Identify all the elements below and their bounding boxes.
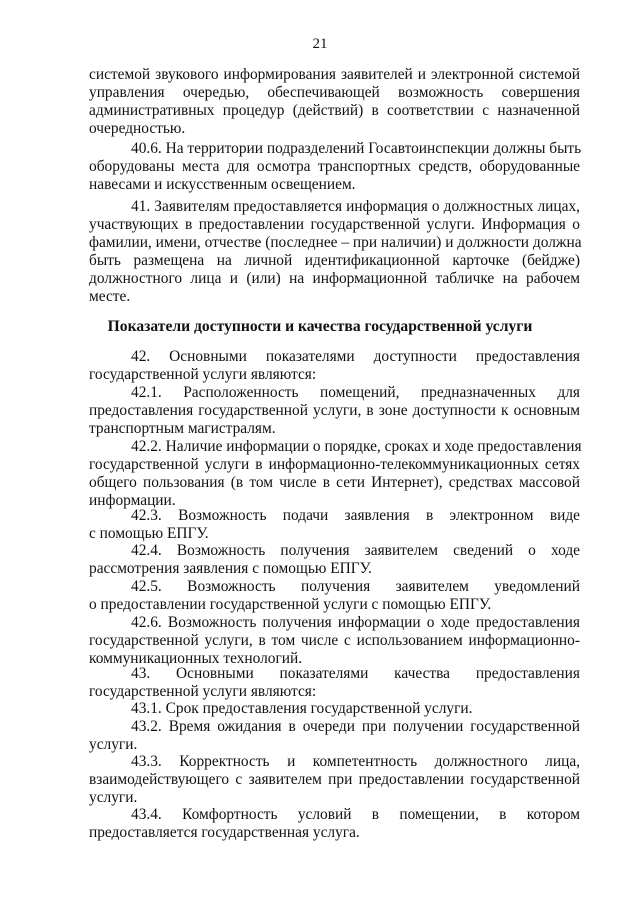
text-line: 42.4. Возможность получения заявителем сведений о ходе: [131, 542, 580, 559]
text-line: административных процедур (действий) в соответствии с назначенной: [89, 102, 580, 119]
text-line: 41. Заявителям предоставляется информация о должностных лицах,: [131, 198, 580, 215]
page-number: 21: [312, 36, 328, 52]
text-line: 43. Основными показателями качества предоставления: [131, 665, 580, 682]
text-line: услуги.: [89, 789, 138, 806]
text-line: 42.3. Возможность подачи заявления в электронном виде: [131, 507, 580, 524]
text-line: 42. Основными показателями доступности предоставления: [131, 348, 580, 365]
text-line: о предоставлении государственной услуги с помощью ЕПГУ.: [89, 596, 492, 613]
text-line: 40.6. На территории подразделений Госавтоинспекции должны быть: [131, 140, 582, 157]
section-heading: Показатели доступности и качества государственной услуги: [107, 318, 533, 335]
text-line: 43.4. Комфортность условий в помещении, в котором: [131, 806, 580, 823]
text-line: предоставляется государственная услуга.: [89, 824, 360, 841]
text-line: 42.1. Расположенность помещений, предназначенных для: [131, 384, 580, 401]
text-line: управления очередью, обеспечивающей возможность совершения: [89, 84, 580, 101]
text-line: с помощью ЕПГУ.: [89, 525, 209, 542]
text-line: информации.: [89, 492, 176, 509]
text-line: фамилии, имени, отчестве (последнее – при наличии) и должности должна: [89, 234, 582, 251]
text-line: коммуникационных технологий.: [89, 650, 303, 667]
text-line: общего пользования (в том числе в сети Интернет), средствах массовой: [89, 474, 580, 491]
text-line: должностного лица и (или) на информационной табличке на рабочем: [89, 270, 580, 287]
text-line: 43.1. Срок предоставления государственной услуги.: [131, 700, 473, 717]
text-line: транспортным магистралям.: [89, 420, 276, 437]
text-line: навесами и искусственным освещением.: [89, 176, 356, 193]
text-line: системой звукового информирования заявителей и электронной системой: [89, 66, 580, 83]
text-line: 42.2. Наличие информации о порядке, сроках и ходе предоставления: [131, 438, 582, 455]
text-line: месте.: [89, 288, 131, 305]
text-line: 43.2. Время ожидания в очереди при получении государственной: [131, 718, 580, 735]
text-line: 43.3. Корректность и компетентность должностного лица,: [131, 753, 580, 770]
text-line: услуги.: [89, 736, 138, 753]
text-line: предоставления государственной услуги, в зоне доступности к основным: [89, 402, 580, 419]
text-line: участвующих в предоставлении государственной услуги. Информация о: [89, 216, 580, 233]
text-line: 42.5. Возможность получения заявителем уведомлений: [131, 578, 580, 595]
text-line: оборудованы места для осмотра транспортных средств, оборудованные: [89, 158, 580, 175]
text-line: государственной услуги в информационно-телекоммуникационных сетях: [89, 456, 580, 473]
text-line: рассмотрения заявления с помощью ЕПГУ.: [89, 560, 372, 577]
text-line: государственной услуги являются:: [89, 683, 317, 700]
text-line: взаимодействующего с заявителем при предоставлении государственной: [89, 771, 580, 788]
text-line: государственной услуги являются:: [89, 366, 317, 383]
text-line: быть размещена на личной идентификационной карточке (бейдже): [89, 252, 580, 269]
text-line: 42.6. Возможность получения информации о ходе предоставления: [131, 614, 580, 631]
text-line: государственной услуги, в том числе с использованием информационно-: [89, 632, 580, 649]
text-line: очередностью.: [89, 120, 186, 137]
